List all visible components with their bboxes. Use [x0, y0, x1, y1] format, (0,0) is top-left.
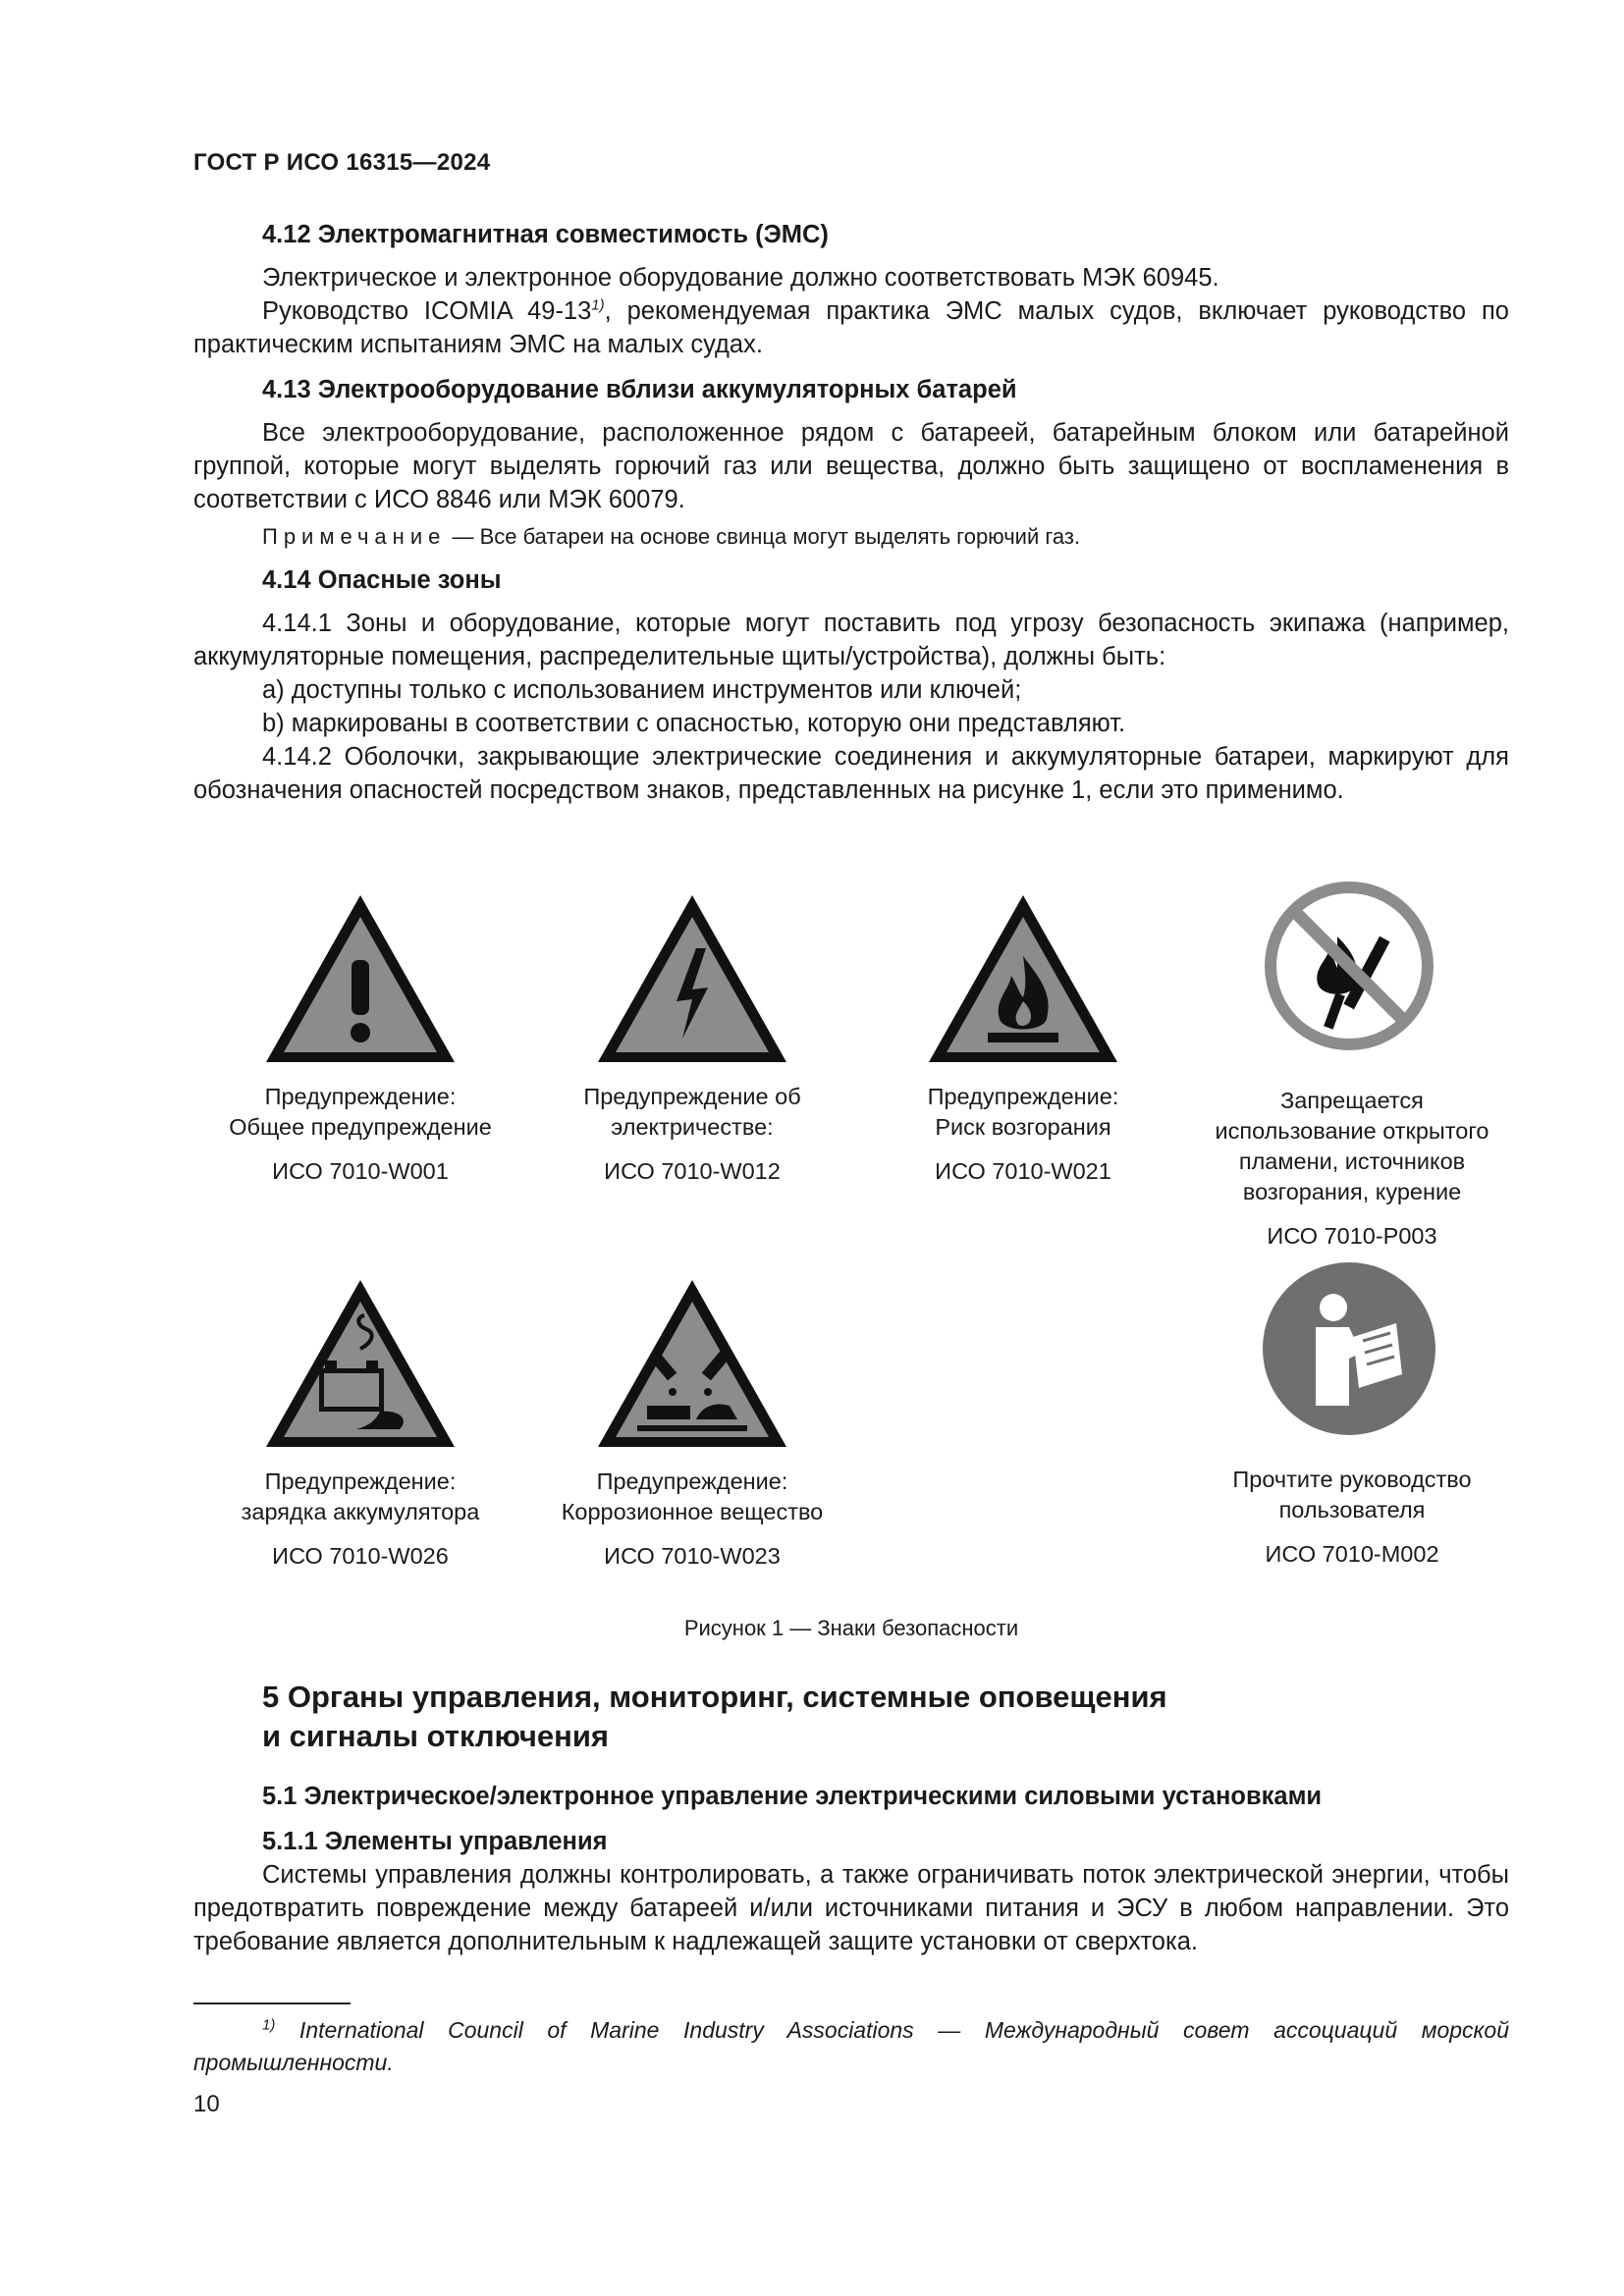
section-4-12-paragraph-1: Электрическое и электронное оборудование должно соответствовать МЭК 60945.: [262, 264, 1219, 292]
footnote-text: International Council of Marine Industry Associations — Международный совет ассоциаций морской промышленности.: [193, 2017, 1509, 2075]
footnote-marker: 1): [262, 2016, 276, 2034]
section-5-title-line-1: 5 Органы управления, мониторинг, системные оповещения: [262, 1680, 1167, 1714]
flammable-warning-icon: [925, 891, 1121, 1068]
general-warning-icon: [262, 891, 459, 1068]
section-5-title-line-2: и сигналы отключения: [262, 1719, 609, 1753]
section-4-13-paragraph-1: Все электрооборудование, расположенное рядом с батареей, батарейным блоком или батарейной группой, которые могут выделять горючий газ или вещества, должно быть защищено от воспламенения в соответствии с ИСО 8846 или МЭК 60079.: [193, 419, 1509, 513]
sign-m002-line-1: Прочтите руководство: [1232, 1467, 1472, 1492]
section-4-12-title: 4.12 Электромагнитная совместимость (ЭМС): [262, 221, 829, 248]
sign-m002-code: ИСО 7010-M002: [1265, 1541, 1439, 1567]
p2-text-a: Руководство ICOMIA 49-13: [262, 297, 592, 325]
sign-w023-label: [535, 1467, 849, 1572]
p2-text-b: , рекомендуемая практика ЭМС малых судов, включает руководство по практическим испытаниям ЭМС на малых судах.: [193, 297, 1509, 358]
sign-w012-line-1: Предупреждение об: [583, 1084, 801, 1109]
note-label: Примечание: [262, 524, 447, 549]
footnote-separator: [193, 2002, 351, 2004]
section-4-14-paragraph-1: 4.14.1 Зоны и оборудование, которые могут поставить под угрозу безопасность экипажа (например, аккумуляторные помещения, распределительные щиты/устройства), должны быть:: [193, 610, 1509, 670]
section-4-12-paragraph-2: [193, 294, 1509, 361]
sign-p003-line-4: возгорания, курение: [1242, 1179, 1462, 1204]
sign-w023-line-1: Предупреждение:: [596, 1468, 788, 1494]
sign-p003-label: [1195, 1086, 1509, 1252]
section-5-1-1-paragraph: Системы управления должны контролировать, а также ограничивать поток электрической энергии, чтобы предотвратить повреждение между батареей и/или источниками питания и ЭСУ в любом направлении. Это требование является дополнительным к надлежащей защите установки от сверхтока.: [193, 1861, 1509, 1955]
sign-w023-line-2: Коррозионное вещество: [561, 1499, 824, 1524]
section-5-title: [262, 1678, 1509, 1756]
sign-p003-line-3: пламени, источников: [1238, 1148, 1466, 1174]
sign-w012-code: ИСО 7010-W012: [604, 1158, 781, 1184]
sign-w001-label: [203, 1082, 517, 1187]
note: [262, 520, 1509, 554]
sign-w012-line-2: электричестве:: [611, 1114, 774, 1140]
figure-caption: Рисунок 1 — Знаки безопасности: [683, 1616, 1019, 1640]
corrosive-warning-icon: [594, 1276, 790, 1453]
sign-w026-line-1: Предупреждение:: [264, 1468, 457, 1494]
sign-w021-code: ИСО 7010-W021: [935, 1158, 1111, 1184]
sign-m002-label: [1195, 1465, 1509, 1570]
footnote: [193, 2014, 1509, 2079]
sign-w021-label: [866, 1082, 1180, 1187]
sign-w021-line-1: Предупреждение:: [927, 1084, 1119, 1109]
sign-w021-line-2: Риск возгорания: [935, 1114, 1111, 1140]
sign-w001-line-1: Предупреждение:: [264, 1084, 457, 1109]
note-text: — Все батареи на основе свинца могут выделять горючий газ.: [446, 524, 1081, 549]
list-item-a: a) доступны только с использованием инструментов или ключей;: [262, 676, 1022, 704]
read-manual-icon: [1259, 1258, 1439, 1439]
page-number: 10: [193, 2091, 220, 2117]
footnote-ref: 1): [591, 296, 605, 314]
electricity-warning-icon: [594, 891, 790, 1068]
sign-w001-line-2: Общее предупреждение: [229, 1114, 492, 1140]
list-item-b: b) маркированы в соответствии с опасностью, которую они представляют.: [262, 710, 1126, 737]
sign-p003-line-2: использование открытого: [1215, 1118, 1489, 1144]
sign-w012-label: [535, 1082, 849, 1187]
sign-w026-code: ИСО 7010-W026: [272, 1543, 449, 1569]
section-4-14-paragraph-2: 4.14.2 Оболочки, закрывающие электрические соединения и аккумуляторные батареи, маркируют для обозначения опасностей посредством знаков, представленных на рисунке 1, если это применимо.: [193, 743, 1509, 804]
figure-safety-signs: [193, 836, 1509, 1640]
sign-m002-line-2: пользователя: [1278, 1497, 1426, 1522]
sign-w023-code: ИСО 7010-W023: [604, 1543, 781, 1569]
sign-w026-line-2: зарядка аккумулятора: [241, 1499, 480, 1524]
section-4-13-title: 4.13 Электрооборудование вблизи аккумуляторных батарей: [262, 376, 1017, 403]
page-content: [193, 218, 1509, 1958]
section-5-1-title: 5.1 Электрическое/электронное управление электрическими силовыми установками: [262, 1783, 1323, 1810]
sign-p003-line-1: Запрещается: [1280, 1088, 1424, 1113]
sign-w001-code: ИСО 7010-W001: [272, 1158, 449, 1184]
sign-p003-code: ИСО 7010-P003: [1267, 1223, 1437, 1249]
sign-w026-label: [203, 1467, 517, 1572]
document-header: ГОСТ Р ИСО 16315—2024: [193, 149, 491, 176]
section-4-14-title: 4.14 Опасные зоны: [262, 566, 502, 594]
no-open-flame-icon: [1259, 876, 1439, 1056]
battery-charging-warning-icon: [262, 1276, 459, 1453]
section-5-1-1-title: 5.1.1 Элементы управления: [262, 1828, 608, 1855]
